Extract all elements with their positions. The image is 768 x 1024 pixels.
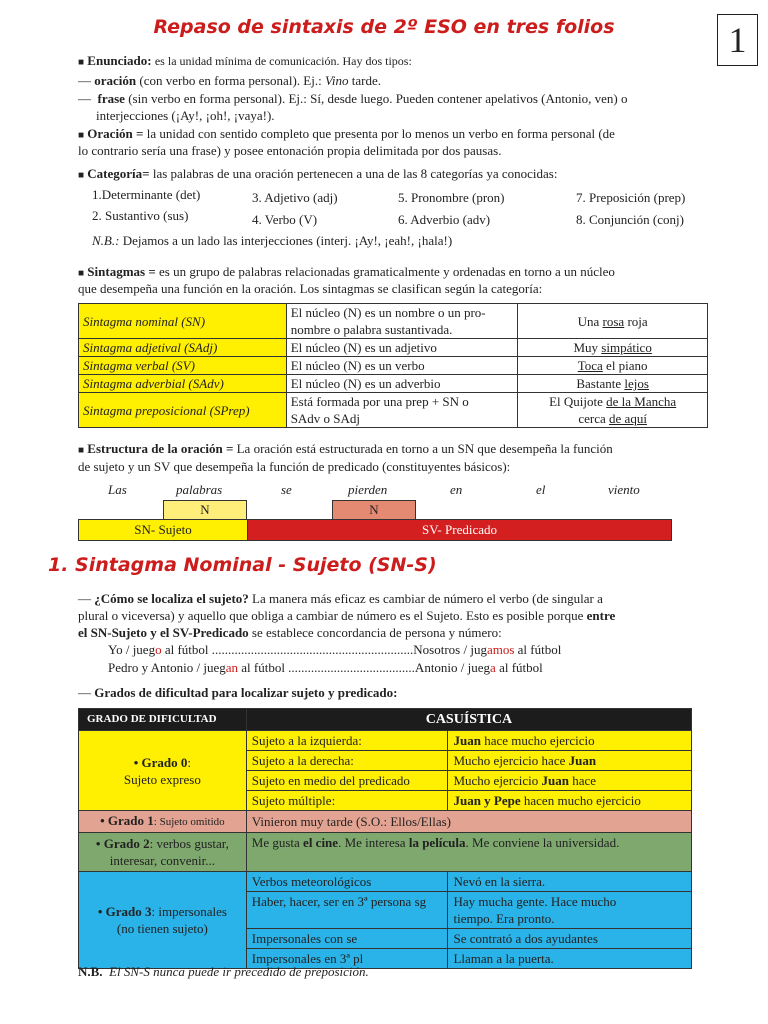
grado-3-cell: • Grado 3: impersonales (no tienen sujeto) — [79, 872, 247, 969]
table-row — [79, 339, 708, 357]
case-label: Sujeto a la derecha: — [246, 751, 448, 771]
category-item: 4. Verbo (V) — [252, 212, 318, 227]
sujeto-question-2: plural o viceversa) y aquello que obliga a cambiar de número es el Sujeto. Esto es posible porque entre — [78, 608, 616, 623]
table-row — [79, 304, 708, 339]
case-example: Vinieron muy tarde (S.O.: Ellos/Ellas) — [246, 811, 691, 833]
estructura-definition: ■ Estructura de la oración = La oración está estructurada en torno a un SN que desempeña la función — [78, 441, 613, 456]
grados-table — [78, 708, 692, 969]
page-title: Repaso de sintaxis de 2º ESO en tres folios — [153, 16, 615, 38]
table-row — [79, 357, 708, 375]
case-example: Juan hace mucho ejercicio — [448, 731, 692, 751]
square-bullet-icon: ■ — [78, 170, 85, 181]
square-bullet-icon: ■ — [78, 130, 85, 141]
table-row — [79, 393, 708, 428]
sintagma-example: Una rosa roja — [518, 304, 708, 339]
case-example: Mucho ejercicio Juan hace — [448, 771, 692, 791]
case-example: Nevó en la sierra. — [448, 872, 692, 892]
sintagma-example: El Quijote de la Mancha cerca de aquí — [518, 393, 708, 428]
table-row — [79, 833, 692, 872]
sintagma-name: Sintagma preposicional (SPrep) — [79, 393, 287, 428]
case-label: Sujeto en medio del predicado — [246, 771, 448, 791]
concordancia-example: Yo / juego al fútbol ..............................................................Nosotros / jugamos al fútbol — [108, 642, 562, 657]
sintagma-example: Muy simpático — [518, 339, 708, 357]
square-bullet-icon: ■ — [78, 57, 85, 68]
case-example: Llaman a la puerta. — [448, 949, 692, 969]
grado-2-cell: • Grado 2: verbos gustar, interesar, convenir... — [79, 833, 247, 872]
grado-1-cell: • Grado 1: Sujeto omitido — [79, 811, 247, 833]
sintagma-name: Sintagma verbal (SV) — [79, 357, 287, 375]
sintagma-desc: Está formada por una prep + SN o SAdv o SAdj — [286, 393, 518, 428]
category-item: 6. Adverbio (adv) — [398, 212, 491, 227]
case-example: Hay mucha gente. Hace mucho tiempo. Era pronto. — [448, 892, 692, 929]
oracion-definition-2: lo contrario sería una frase) y posee entonación propia delimitada por dos pausas. — [78, 143, 502, 158]
sentence-word: se — [281, 482, 292, 497]
sintagma-desc: El núcleo (N) es un verbo — [286, 357, 518, 375]
categoria-note: N.B.: Dejamos a un lado las interjecciones (interj. ¡Ay!, ¡eah!, ¡hala!) — [92, 233, 453, 248]
table-row — [79, 375, 708, 393]
sintagmas-table — [78, 303, 708, 428]
sentence-word: viento — [608, 482, 640, 497]
case-example: Me gusta el cine. Me interesa la película. Me conviene la universidad. — [246, 833, 691, 872]
category-item: 7. Preposición (prep) — [576, 190, 686, 205]
page-number: 1 — [717, 14, 758, 66]
sintagma-example: Bastante lejos — [518, 375, 708, 393]
nucleus-box-sn: N — [163, 500, 247, 520]
enunciado-line: ■ Enunciado: es la unidad mínima de comunicación. Hay dos tipos: — [78, 53, 412, 68]
sentence-word: Las — [108, 482, 127, 497]
sintagma-name: Sintagma nominal (SN) — [79, 304, 287, 339]
case-label: Haber, hacer, ser en 3ª persona sg — [246, 892, 448, 929]
category-item: 5. Pronombre (pron) — [398, 190, 505, 205]
square-bullet-icon: ■ — [78, 268, 85, 279]
estructura-definition-2: de sujeto y un SV que desempeña la función de predicado (constituyentes básicos): — [78, 459, 511, 474]
case-label: Sujeto a la izquierda: — [246, 731, 448, 751]
case-example: Juan y Pepe hacen mucho ejercicio — [448, 791, 692, 811]
square-bullet-icon: ■ — [78, 445, 85, 456]
table-header — [79, 709, 692, 731]
frase-type-line-2: interjecciones (¡Ay!, ¡oh!, ¡vaya!). — [96, 108, 275, 123]
grado-0-cell: • Grado 0: Sujeto expreso — [79, 731, 247, 811]
category-item: 1.Determinante (det) — [92, 187, 201, 202]
case-example: Mucho ejercicio hace Juan — [448, 751, 692, 771]
case-label: Verbos meteorológicos — [246, 872, 448, 892]
sujeto-question-3: el SN-Sujeto y el SV-Predicado se establece concordancia de persona y número: — [78, 625, 502, 640]
frase-type-line: — frase (sin verbo en forma personal). Ej.: Sí, desde luego. Pueden contener apelativos (Antonio, ven) o — [78, 91, 628, 106]
sentence-word: en — [450, 482, 463, 497]
sujeto-bar: SN- Sujeto — [78, 519, 248, 541]
sentence-word: pierden — [348, 482, 388, 497]
grados-heading: — Grados de dificultad para localizar sujeto y predicado: — [78, 685, 398, 700]
sentence-word: palabras — [176, 482, 223, 497]
header-casuistica: CASUÍSTICA — [246, 709, 691, 731]
nucleus-box-sv: N — [332, 500, 416, 520]
category-item: 3. Adjetivo (adj) — [252, 190, 338, 205]
category-item: 8. Conjunción (conj) — [576, 212, 684, 227]
sentence-word: el — [536, 482, 546, 497]
final-note: N.B. El SN-S nunca puede ir precedido de preposición. — [78, 964, 369, 979]
sintagma-example: Toca el piano — [518, 357, 708, 375]
table-row — [79, 811, 692, 833]
categoria-definition: ■ Categoría= las palabras de una oración pertenecen a una de las 8 categorías ya conocidas: — [78, 166, 558, 181]
sintagma-name: Sintagma adjetival (SAdj) — [79, 339, 287, 357]
oracion-definition: ■ Oración = la unidad con sentido completo que presenta por lo menos un verbo en forma personal (de — [78, 126, 615, 141]
concordancia-example: Pedro y Antonio / juegan al fútbol .......................................Antonio / juega al fútbol — [108, 660, 543, 675]
case-example: Se contrató a dos ayudantes — [448, 929, 692, 949]
predicado-bar: SV- Predicado — [247, 519, 672, 541]
sintagmas-definition-2: que desempeña una función en la oración. Los sintagmas se clasifican según la categoría: — [78, 281, 543, 296]
header-grado: GRADO DE DIFICULTAD — [79, 709, 247, 731]
section-title: 1. Sintagma Nominal - Sujeto (SN-S) — [48, 554, 437, 576]
sintagma-desc: El núcleo (N) es un nombre o un pro- nombre o palabra sustantivada. — [286, 304, 518, 339]
oracion-type-line: — oración (con verbo en forma personal). Ej.: Vino tarde. — [78, 73, 382, 88]
sintagma-name: Sintagma adverbial (SAdv) — [79, 375, 287, 393]
sintagmas-definition: ■ Sintagmas = es un grupo de palabras relacionadas gramaticalmente y ordenadas en torno a un núcleo — [78, 264, 615, 279]
table-row — [79, 872, 692, 892]
case-label: Impersonales en 3ª pl — [246, 949, 448, 969]
sujeto-question: — ¿Cómo se localiza el sujeto? La manera más eficaz es cambiar de número el verbo (de singular a — [78, 591, 603, 606]
sintagma-desc: El núcleo (N) es un adverbio — [286, 375, 518, 393]
case-label: Sujeto múltiple: — [246, 791, 448, 811]
category-item: 2. Sustantivo (sus) — [92, 208, 189, 223]
case-label: Impersonales con se — [246, 929, 448, 949]
table-row — [79, 731, 692, 751]
sintagma-desc: El núcleo (N) es un adjetivo — [286, 339, 518, 357]
